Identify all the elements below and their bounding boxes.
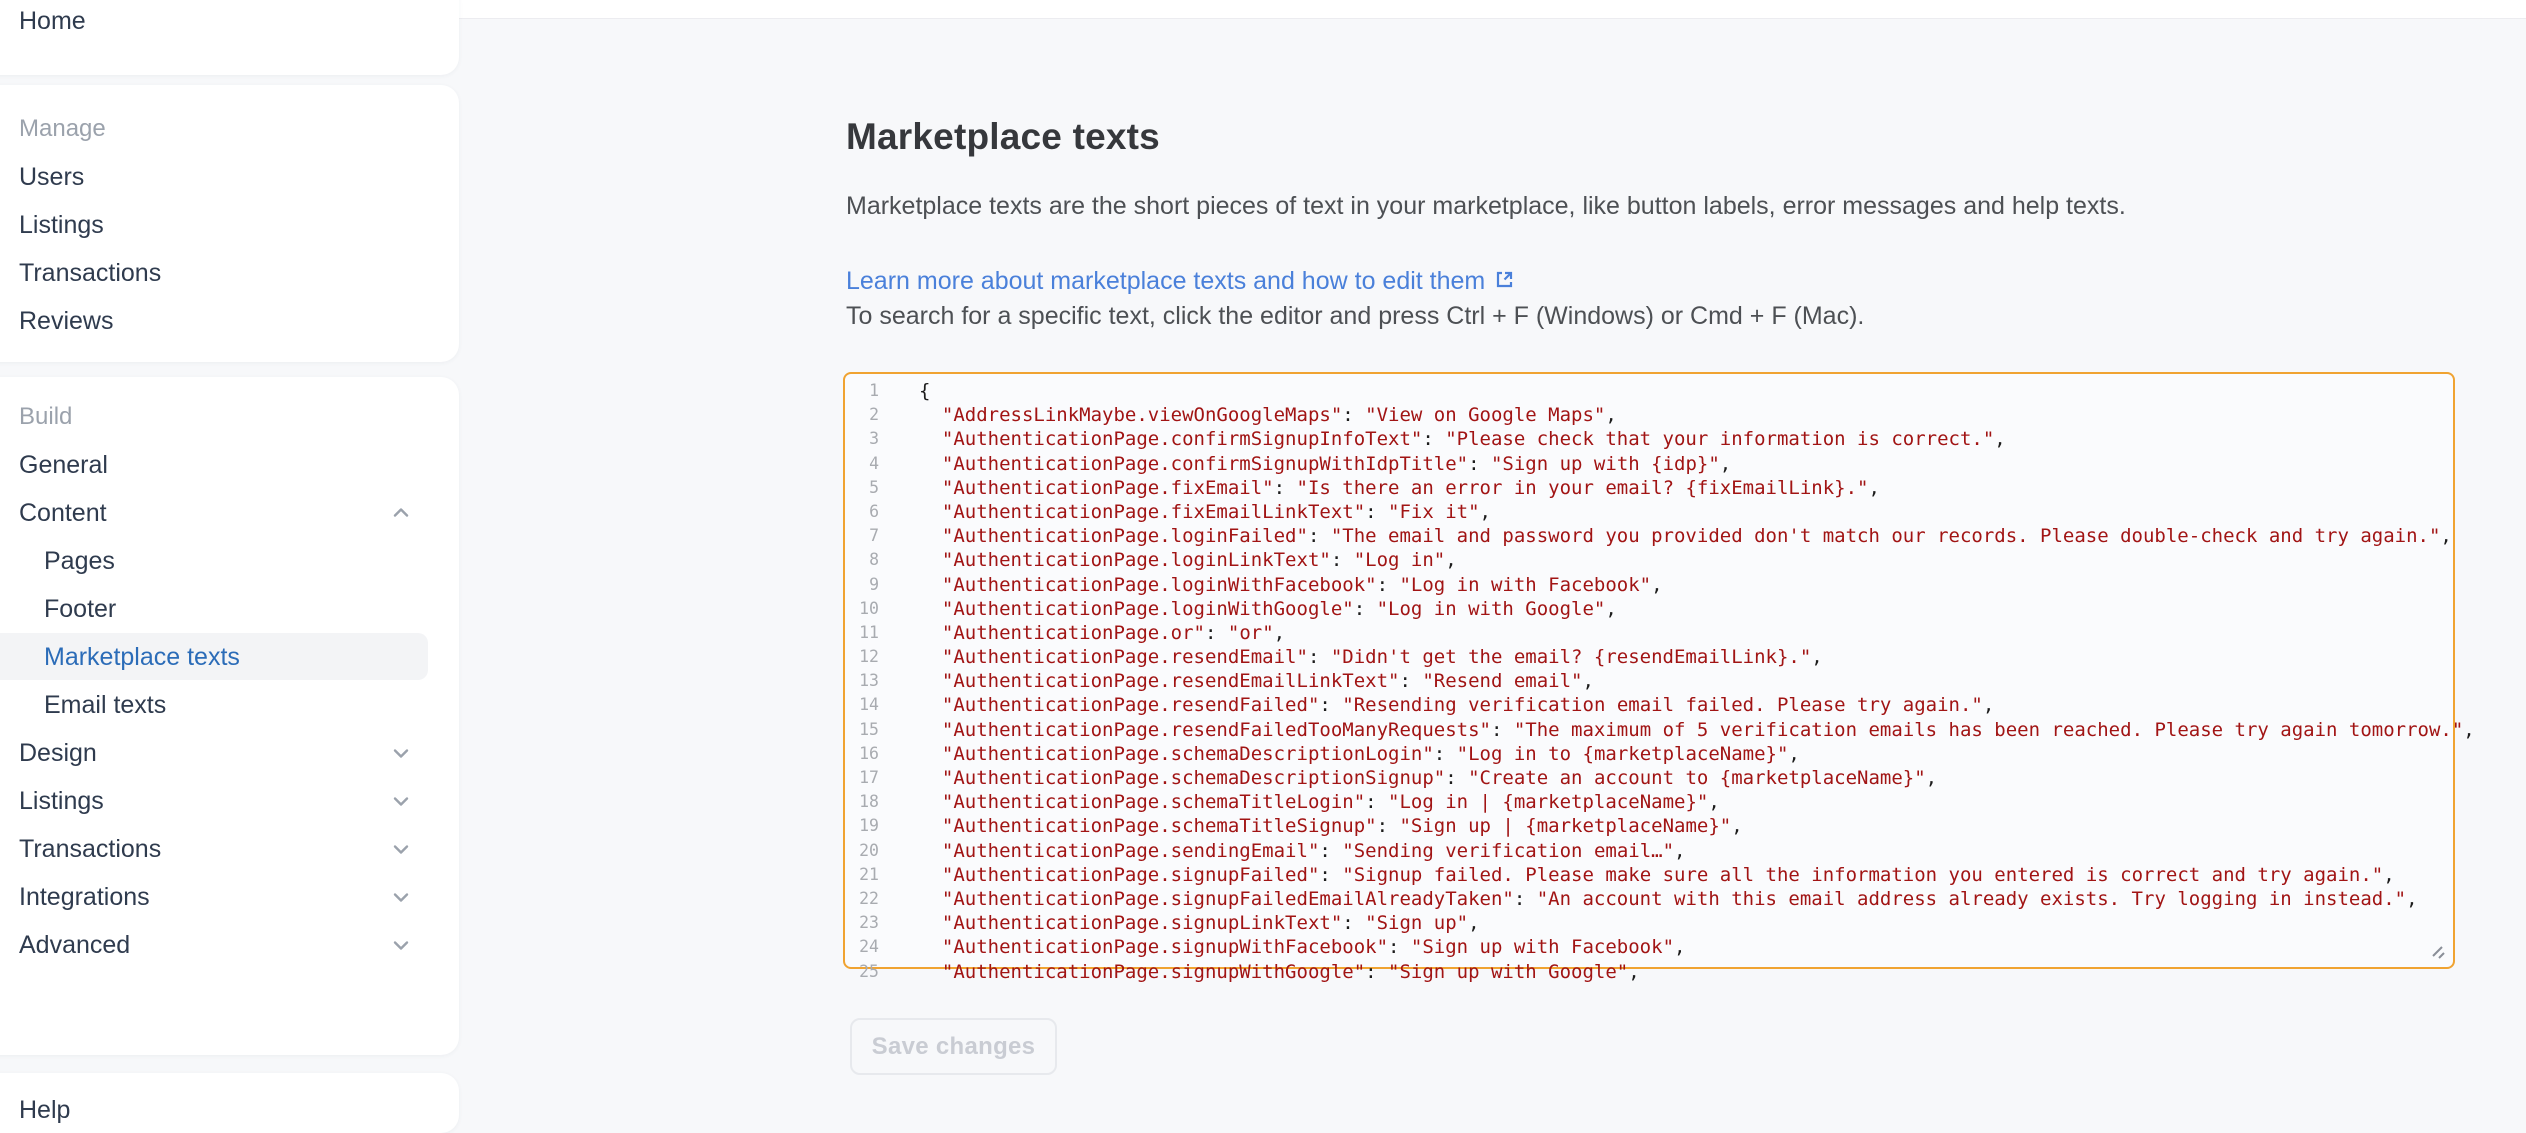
editor-line [845,863,2453,887]
learn-more-link[interactable] [846,261,1515,301]
sidebar-item-label: Reviews [19,306,114,335]
line-number: 7 [869,526,879,546]
code-text: "AuthenticationPage.resendFailed": "Resending verification email failed. Please try again.", [941,694,1995,717]
search-hint-text: To search for a specific text, click the editor and press Ctrl + F (Windows) or Cmd + F (Mac). [846,302,1865,330]
sidebar-item-general[interactable] [0,441,459,489]
code-text: "AuthenticationPage.fixEmail": "Is there an error in your email? {fixEmailLink}.", [941,476,1880,499]
editor-line [845,814,2453,838]
editor-line [845,403,2453,427]
learn-more-label: Learn more about marketplace texts and how to edit them [846,266,1486,295]
editor-line [845,887,2453,911]
editor-line [845,790,2453,814]
editor-line [845,379,2453,403]
sidebar-item-transactions[interactable] [0,249,459,297]
line-number: 17 [859,768,879,787]
sidebar-card-home [0,0,459,75]
editor-line [845,911,2453,935]
code-text: "AuthenticationPage.schemaDescriptionLogin": "Log in to {marketplaceName}", [941,742,1800,765]
sidebar-card-build [0,377,459,1055]
sidebar-item-content[interactable] [0,489,459,537]
editor-line [845,960,2453,984]
code-text: "AuthenticationPage.signupWithGoogle": "Sign up with Google", [941,960,1640,983]
editor-line [845,718,2475,742]
sidebar-item-design[interactable] [0,729,459,777]
code-text: "AuthenticationPage.schemaTitleSignup": "Sign up | {marketplaceName}", [941,815,1743,838]
line-number: 18 [859,792,879,812]
line-number: 10 [859,598,879,618]
editor-line [845,742,2453,766]
line-number: 24 [859,937,879,957]
code-text: "AuthenticationPage.signupWithFacebook": "Sign up with Facebook", [941,936,1686,959]
code-text: "AuthenticationPage.fixEmailLinkText": "Fix it", [941,500,1491,523]
editor-line [845,427,2453,451]
line-number: 3 [869,429,879,449]
sidebar-item-help-clipped[interactable]: Help [19,1096,71,1124]
editor-line [845,500,2453,524]
code-text: "AuthenticationPage.signupFailedEmailAlreadyTaken": "An account with this email address already exists. Try logging in instead.", [941,887,2418,910]
sidebar-card-help [0,1073,459,1133]
line-number: 5 [869,477,879,497]
code-text: "AuthenticationPage.loginWithGoogle": "Log in with Google", [941,597,1617,620]
code-text: "AuthenticationPage.sendingEmail": "Sending verification email…", [941,839,1686,862]
chevron-down-icon [392,888,410,906]
sidebar-item-email-texts[interactable] [0,681,459,729]
line-number: 20 [859,840,879,860]
code-text: "AuthenticationPage.resendEmailLinkText": "Resend email", [941,670,1594,693]
code-text: "AuthenticationPage.confirmSignupWithIdpTitle": "Sign up with {idp}", [941,452,1732,475]
editor-line [845,573,2453,597]
sidebar-item-transactions-build[interactable] [0,825,459,873]
editor-line [845,524,2453,548]
code-text: "AuthenticationPage.signupFailed": "Signup failed. Please make sure all the information you entered is correct and try again.", [941,863,2395,886]
code-text: "AuthenticationPage.schemaTitleLogin": "Log in | {marketplaceName}", [941,791,1720,814]
sidebar-item-label: Home [19,6,86,35]
sidebar-item-label: Transactions [19,258,162,287]
sidebar-item-label: Footer [44,594,117,623]
code-text: "AuthenticationPage.resendFailedTooManyRequests": "The maximum of 5 verification emails has been reached. Please try again tomorrow.", [941,718,2475,741]
line-number: 1 [869,381,879,400]
line-number: 23 [859,913,879,933]
code-text: "AuthenticationPage.confirmSignupInfoText": "Please check that your information is correct.", [941,428,2006,451]
editor-line [845,766,2453,790]
sidebar-item-marketplace-texts[interactable] [0,633,459,681]
line-number: 4 [869,453,879,473]
sidebar-section-manage: Manage [19,115,106,142]
chevron-down-icon [392,744,410,762]
line-number: 8 [869,550,879,570]
code-text: "AuthenticationPage.or": "or", [941,621,1286,644]
editor-line [845,548,2453,572]
line-number: 12 [859,647,879,667]
line-number: 11 [859,622,879,642]
editor-line [845,476,2453,500]
sidebar-item-label: Users [19,162,85,191]
line-number: 2 [869,405,879,425]
code-text: "AuthenticationPage.resendEmail": "Didn't get the email? {resendEmailLink}.", [941,646,1823,669]
sidebar-item-label: Integrations [19,882,150,911]
sidebar-item-integrations[interactable] [0,873,459,921]
editor-line [845,693,2453,717]
sidebar-item-label: Content [19,498,107,527]
sidebar-item-label: Email texts [44,690,167,719]
editor-line [845,839,2453,863]
chevron-up-icon [392,504,410,522]
external-link-icon [1494,264,1515,301]
code-text: { [919,380,931,402]
sidebar-item-label: Marketplace texts [44,642,240,671]
sidebar-item-label: Transactions [19,834,162,863]
editor-line [845,597,2453,621]
line-number: 22 [859,888,879,908]
save-changes-button[interactable]: Save changes [850,1018,1057,1075]
sidebar-item-label: General [19,450,108,479]
sidebar-item-listings-build[interactable] [0,777,459,825]
line-number: 19 [859,816,879,836]
sidebar-item-advanced[interactable] [0,921,459,969]
sidebar-item-reviews[interactable] [0,297,459,345]
code-text: "AuthenticationPage.loginWithFacebook": "Log in with Facebook", [941,573,1663,596]
sidebar-card-manage [0,85,459,362]
sidebar-item-label: Listings [19,786,104,815]
chevron-down-icon [392,792,410,810]
editor-line [845,452,2453,476]
line-number: 16 [859,743,879,763]
line-number: 15 [859,719,879,739]
code-text: "AuthenticationPage.loginLinkText": "Log in", [941,549,1457,572]
intro-text: Marketplace texts are the short pieces of text in your marketplace, like button labels, error messages and help texts. [846,192,2126,220]
line-number: 25 [859,961,879,981]
sidebar-item-label: Pages [44,546,115,575]
sidebar-item-home[interactable] [0,0,459,44]
sidebar-item-pages[interactable] [0,537,459,585]
resize-grip-icon[interactable] [2429,943,2449,963]
sidebar-item-label: Advanced [19,930,131,959]
code-text: "AuthenticationPage.schemaDescriptionSignup": "Create an account to {marketplaceName}", [941,767,1938,789]
sidebar-section-build: Build [19,403,73,430]
sidebar-item-users[interactable] [0,153,459,201]
chevron-down-icon [392,936,410,954]
code-text: "AuthenticationPage.loginFailed": "The email and password you provided don't match our records. Please double-check and try again.", [941,525,2452,548]
line-number: 9 [869,574,879,594]
line-number: 6 [869,501,879,521]
sidebar-item-label: Listings [19,210,104,239]
chevron-down-icon [392,840,410,858]
line-number: 21 [859,864,879,884]
sidebar-item-label: Design [19,738,97,767]
editor-line [845,669,2453,693]
code-text: "AddressLinkMaybe.viewOnGoogleMaps": "View on Google Maps", [941,404,1617,427]
line-number: 14 [859,695,879,715]
sidebar-item-listings[interactable] [0,201,459,249]
line-number: 13 [859,671,879,691]
editor-line [845,645,2453,669]
code-text: "AuthenticationPage.signupLinkText": "Sign up", [941,912,1480,935]
page-title: Marketplace texts [846,116,1160,157]
marketplace-texts-code-editor[interactable] [843,372,2475,983]
editor-line [845,935,2453,959]
editor-lines [845,379,2475,984]
editor-line [845,621,2453,645]
sidebar-item-footer[interactable] [0,585,459,633]
